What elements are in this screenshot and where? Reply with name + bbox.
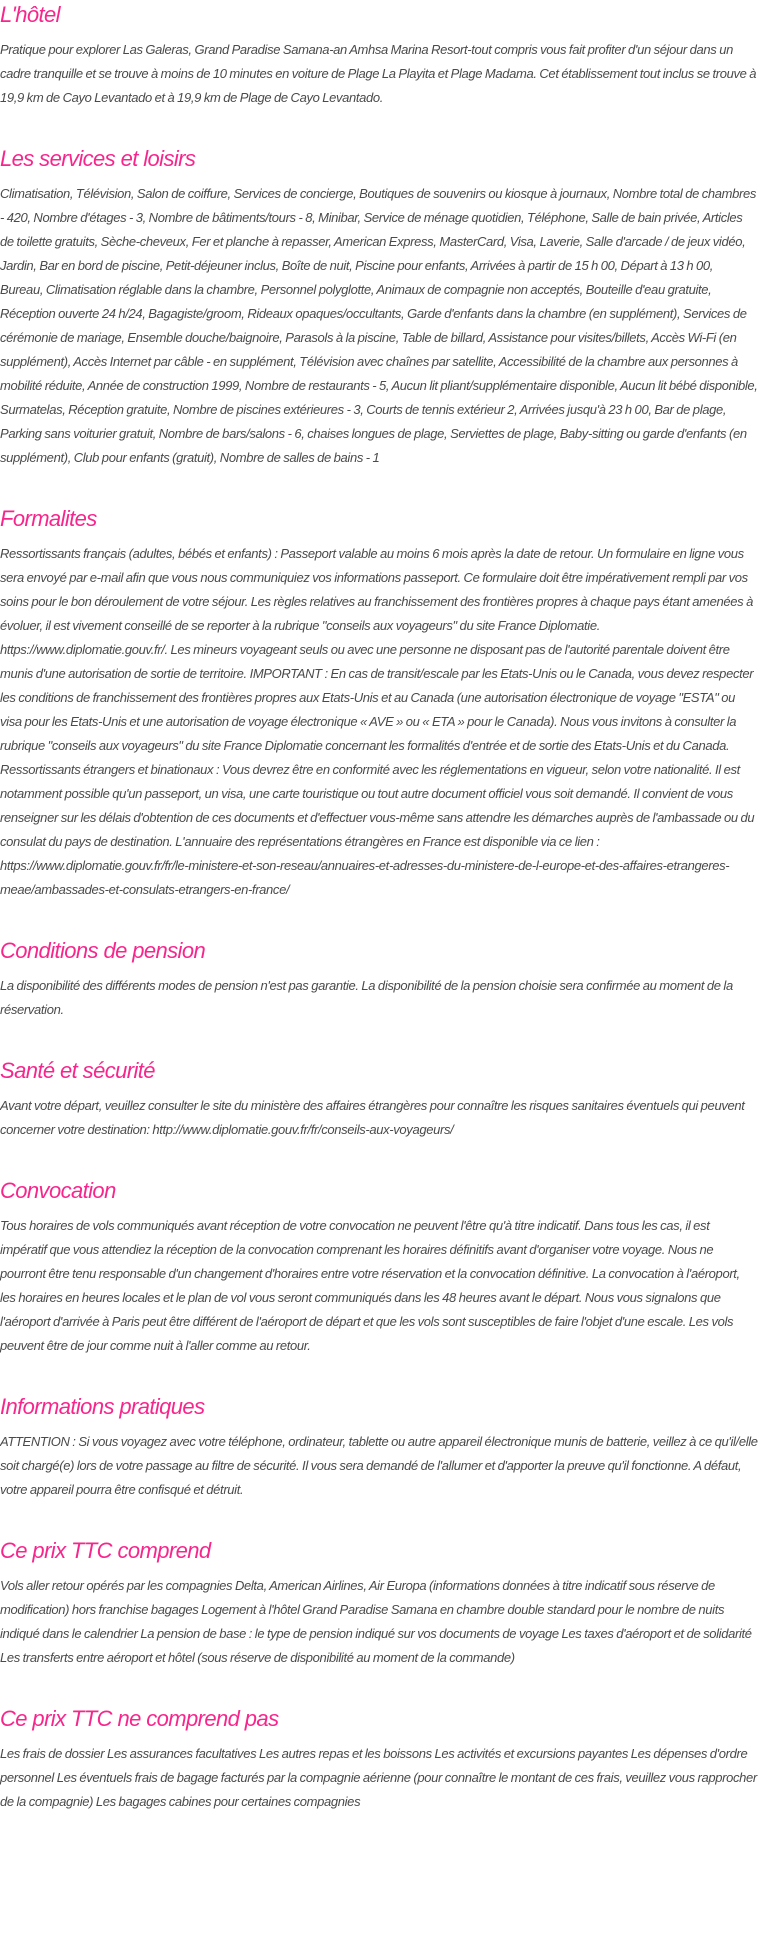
section-body-prix-ne-comprend-pas: Les frais de dossier Les assurances facultatives Les autres repas et les boissons Les activités et excursions payantes Les dépenses d'ordre personnel Les éventuels frais de bagage facturés par la compagnie aérienne (pour connaître le montant de ces frais, veuillez vous rapprocher de la compagnie) Les bagages cabines pour certaines compagnies: [0, 1746, 757, 1809]
section-body-services: Climatisation, Télévision, Salon de coiffure, Services de concierge, Boutiques de souvenirs ou kiosque à journaux, Nombre total de chambres - 420, Nombre d'étages - 3, Nombre de bâtiments/tours - 8, Minibar, Service de ménage quotidien, Téléphone, Salle de bain privée, Articles de toilette gratuits, Sèche-cheveux, Fer et planche à repasser, American Express, MasterCard, Visa, Laverie, Salle d'arcade / de jeux vidéo, Jardin, Bar en bord de piscine, Petit-déjeuner inclus, Boîte de nuit, Piscine pour enfants, Arrivées à partir de 15 h 00, Départ à 13 h 00, Bureau, Climatisation réglable dans la chambre, Personnel polyglotte, Animaux de compagnie non acceptés, Bouteille d'eau gratuite, Réception ouverte 24 h/24, Bagagiste/groom, Rideaux opaques/occultants, Garde d'enfants dans la chambre (en supplément), Services de cérémonie de mariage, Ensemble douche/baignoire, Parasols à la piscine, Table de billard, Assistance pour visites/billets, Accès Wi-Fi (en supplément), Accès Internet par câble - en supplément, Télévision avec chaînes par satellite, Accessibilité de la chambre aux personnes à mobilité réduite, Année de construction 1999, Nombre de restaurants - 5, Aucun lit pliant/supplémentaire disponible, Aucun lit bébé disponible, Surmatelas, Réception gratuite, Nombre de piscines extérieures - 3, Courts de tennis extérieur 2, Arrivées jusqu'à 23 h 00, Bar de plage, Parking sans voiturier gratuit, Nombre de bars/salons - 6, chaises longues de plage, Serviettes de plage, Baby-sitting ou garde d'enfants (en supplément), Club pour enfants (gratuit), Nombre de salles de bains - 1: [0, 186, 758, 465]
section-body-convocation: Tous horaires de vols communiqués avant réception de votre convocation ne peuvent l'être qu'à titre indicatif. Dans tous les cas, il est impératif que vous attendiez la réception de la convocation comprenant les horaires définitifs avant d'organiser votre voyage. Nous ne pourront être tenu responsable d'un changement d'horaires entre votre réservation et la convocation définitive. La convocation à l'aéroport, les horaires en heures locales et le plan de vol vous seront communiqués dans les 48 heures avant le départ. Nous vous signalons que l'aéroport d'arrivée à Paris peut être différent de l'aéroport de départ et que les vols sont susceptibles de faire l'objet d'une escale. Les vols peuvent être de jour comme nuit à l'aller comme au retour.: [0, 1218, 740, 1353]
section-prix-comprend: [0, 1536, 758, 1670]
section-title-pension: Conditions de pension: [0, 938, 206, 963]
section-hotel: [0, 0, 758, 110]
section-infos-pratiques: [0, 1392, 758, 1502]
section-services: [0, 144, 758, 470]
section-title-infos-pratiques: Informations pratiques: [0, 1394, 205, 1419]
section-pension: [0, 936, 758, 1022]
section-formalites: [0, 504, 758, 902]
section-title-sante: Santé et sécurité: [0, 1058, 155, 1083]
section-body-sante: Avant votre départ, veuillez consulter le site du ministère des affaires étrangères pour connaître les risques sanitaires éventuels qui peuvent concerner votre destination: http://www.diplomatie.gouv.fr/fr/conseils-aux-voyageurs/: [0, 1098, 745, 1137]
section-title-services: Les services et loisirs: [0, 146, 196, 171]
section-body-hotel: Pratique pour explorer Las Galeras, Grand Paradise Samana-an Amhsa Marina Resort-tout compris vous fait profiter d'un séjour dans un cadre tranquille et se trouve à moins de 10 minutes en voiture de Plage La Playita et Plage Madama. Cet établissement tout inclus se trouve à 19,9 km de Cayo Levantado et à 19,9 km de Plage de Cayo Levantado.: [0, 42, 757, 105]
section-body-formalites: Ressortissants français (adultes, bébés et enfants) : Passeport valable au moins 6 mois après la date de retour. Un formulaire en ligne vous sera envoyé par e-mail afin que vous nous communiquiez vos informations passeport. Ce formulaire doit être impérativement rempli par vos soins pour le bon déroulement de votre séjour. Les règles relatives au franchissement des frontières propres à chaque pays étant amenées à évoluer, il est vivement conseillé de se reporter à la rubrique "conseils aux voyageurs" du site France Diplomatie. https://www.diplomatie.gouv.fr/. Les mineurs voyageant seuls ou avec une personne ne disposant pas de l'autorité parentale doivent être munis d'une autorisation de sortie de territoire. IMPORTANT : En cas de transit/escale par les Etats-Unis ou le Canada, vous devez respecter les conditions de franchissement des frontières propres aux Etats-Unis et au Canada (une autorisation électronique de voyage "ESTA" ou visa pour les Etats-Unis et une autorisation de voyage électronique « AVE » ou « ETA » pour le Canada). Nous vous invitons à consulter la rubrique "conseils aux voyageurs" du site France Diplomatie concernant les formalités d'entrée et de sortie des Etats-Unis et du Canada. Ressortissants étrangers et binationaux : Vous devrez être en conformité avec les réglementations en vigueur, selon votre nationalité. Il est notamment possible qu'un passeport, un visa, une carte touristique ou tout autre document officiel vous soit demandé. Il convient de vous renseigner sur les délais d'obtention de ces documents et d'effectuer vous-même sans attendre les démarches auprès de l'ambassade ou du consulat du pays de destination. L'annuaire des représentations étrangères en France est disponible via ce lien : https://www.diplomatie.gouv.fr/fr/le-ministere-et-son-reseau/annuaires-et-adresses-du-ministere-de-l-europe-et-des-affaires-etrangeres-meae/ambassades-et-consulats-etrangers-en-france/: [0, 546, 755, 897]
section-body-infos-pratiques: ATTENTION : Si vous voyagez avec votre téléphone, ordinateur, tablette ou autre appareil électronique munis de batterie, veillez à ce qu'il/elle soit chargé(e) lors de votre passage au filtre de sécurité. Il vous sera demandé de l'allumer et d'apporter la preuve qu'il fonctionne. A défaut, votre appareil pourra être confisqué et détruit.: [0, 1434, 758, 1497]
section-title-formalites: Formalites: [0, 506, 97, 531]
section-title-hotel: L'hôtel: [0, 2, 60, 27]
section-body-prix-comprend: Vols aller retour opérés par les compagnies Delta, American Airlines, Air Europa (informations données à titre indicatif sous réserve de modification) hors franchise bagages Logement à l'hôtel Grand Paradise Samana en chambre double standard pour le nombre de nuits indiqué dans le calendrier La pension de base : le type de pension indiqué sur vos documents de voyage Les taxes d'aéroport et de solidarité Les transferts entre aéroport et hôtel (sous réserve de disponibilité au moment de la commande): [0, 1578, 752, 1665]
section-title-convocation: Convocation: [0, 1178, 116, 1203]
section-sante: [0, 1056, 758, 1142]
section-convocation: [0, 1176, 758, 1358]
section-title-prix-ne-comprend-pas: Ce prix TTC ne comprend pas: [0, 1706, 279, 1731]
section-prix-ne-comprend-pas: [0, 1704, 758, 1814]
section-title-prix-comprend: Ce prix TTC comprend: [0, 1538, 211, 1563]
section-body-pension: La disponibilité des différents modes de pension n'est pas garantie. La disponibilité de la pension choisie sera confirmée au moment de la réservation.: [0, 978, 733, 1017]
